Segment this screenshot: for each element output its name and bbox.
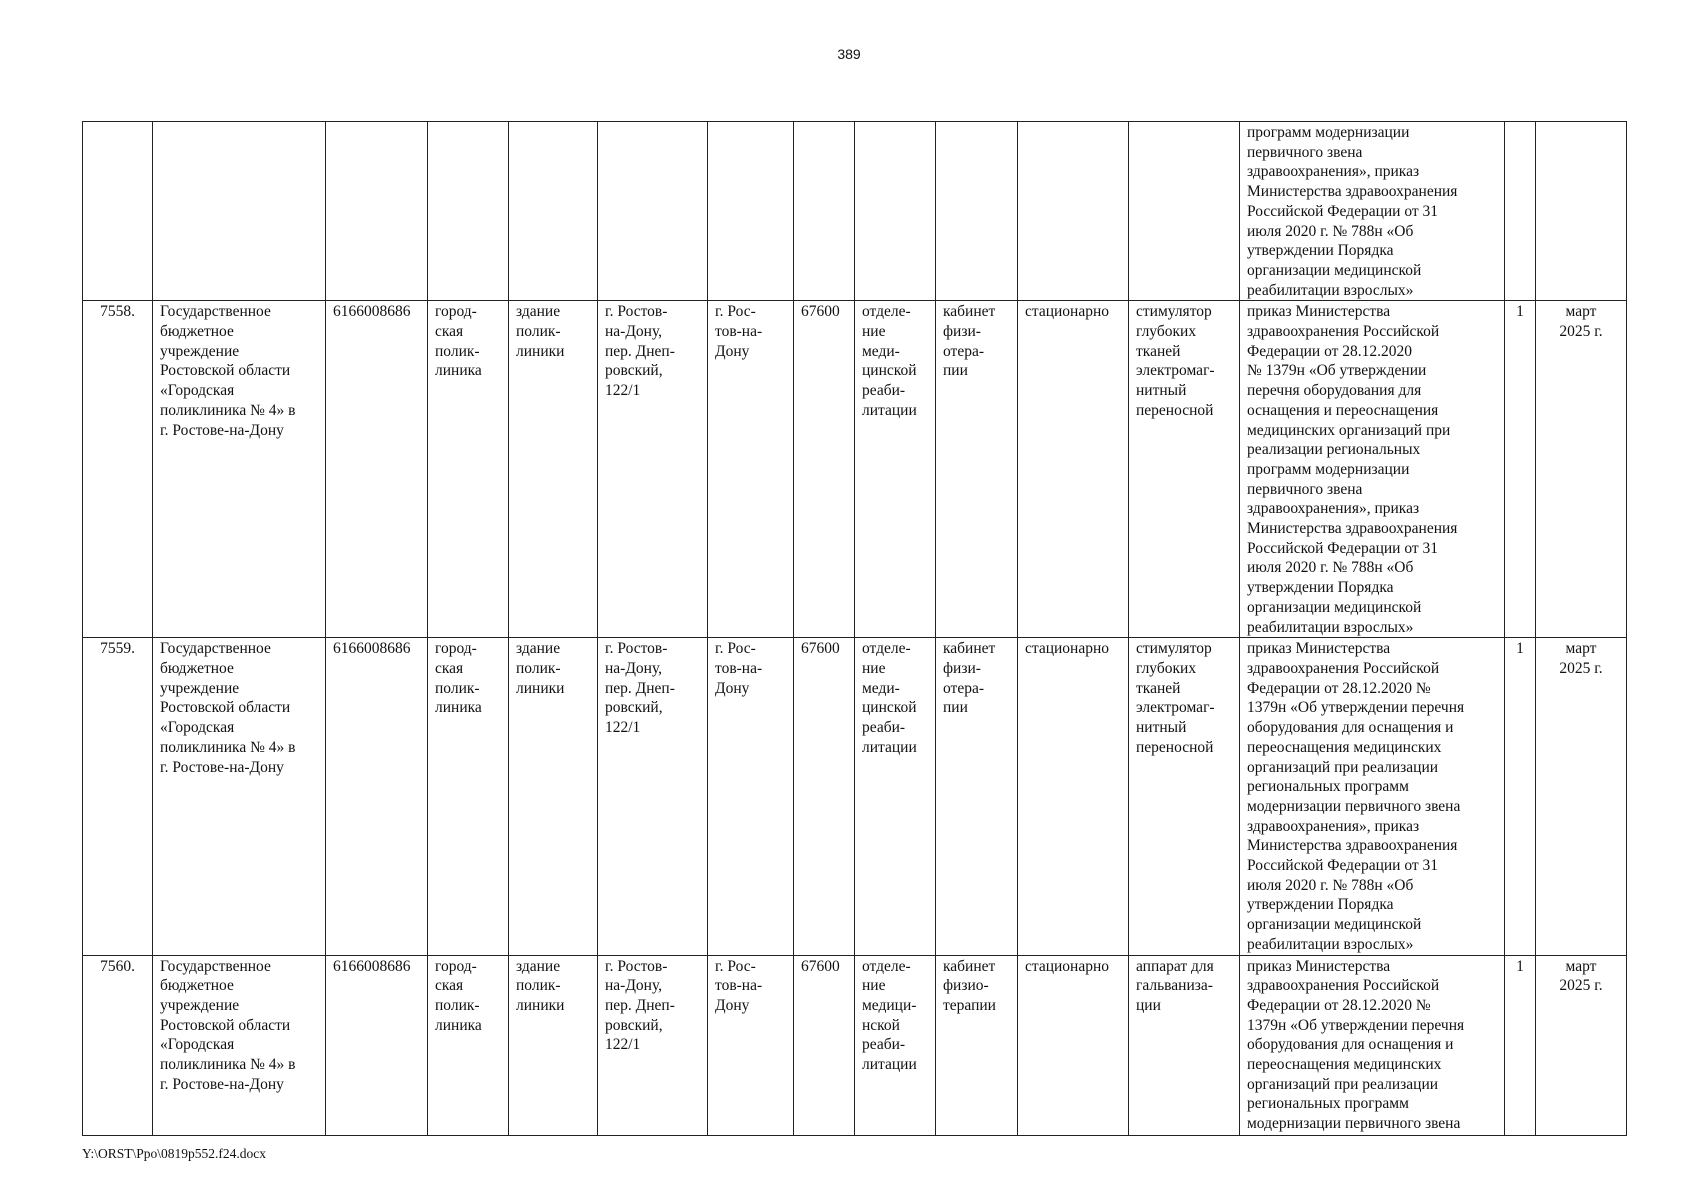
register-table — [82, 121, 1627, 1136]
cell-type — [428, 955, 509, 1135]
organization-name: Государственное бюджетное учреждение Ростовской области «Городская поликлиника № 4» в г. Ростове-на-Дону — [160, 303, 296, 439]
cell-equipment — [1129, 301, 1240, 638]
cell-building — [509, 638, 598, 955]
cell-date — [1536, 955, 1627, 1135]
cell-date — [1536, 301, 1627, 638]
cell-org — [153, 301, 326, 638]
cell-inn — [326, 638, 428, 955]
city: г. Рос- тов-на- Дону — [715, 640, 763, 697]
cell-dept — [855, 955, 936, 1135]
city: г. Рос- тов-на- Дону — [715, 957, 763, 1014]
cell-mode — [1018, 301, 1129, 638]
cell-building — [509, 301, 598, 638]
cell-equipment — [1129, 955, 1240, 1135]
cell-mode — [1018, 638, 1129, 955]
cell-basis — [1240, 122, 1505, 301]
cell-cabinet — [936, 122, 1018, 301]
facility-type: город- ская полик- линика — [435, 957, 482, 1034]
cell-type — [428, 638, 509, 955]
cell-cabinet — [936, 955, 1018, 1135]
inn-value: 6166008686 — [333, 303, 411, 321]
department: отделе- ние меди- цинской реаби- литации — [862, 640, 917, 756]
cell-city — [708, 122, 794, 301]
legal-basis: приказ Министерства здравоохранения Российской Федерации от 28.12.2020 № 1379н «Об утверждении перечня оборудования для оснащения и переоснащения медицинских организаций при реализации региональных программ модернизации первичного звена здравоохранения», приказ Министерства здравоохранения Российской Федерации от 31 июля 2020 г. № 788н «Об утверждении Порядка организации медицинской реабилитации взрослых» — [1247, 303, 1458, 636]
cabinet: кабинет физио- терапии — [943, 957, 996, 1014]
building: здание полик- линики — [516, 303, 565, 360]
cell-city — [708, 638, 794, 955]
cell-inn — [326, 122, 428, 301]
cabinet: кабинет физи- отера- пии — [943, 640, 996, 717]
cell-qty — [1505, 122, 1536, 301]
cell-city — [708, 955, 794, 1135]
facility-type: город- ская полик- линика — [435, 303, 482, 380]
cell-address — [598, 638, 708, 955]
quantity: 1 — [1516, 303, 1524, 321]
cell-type — [428, 301, 509, 638]
quantity: 1 — [1516, 957, 1524, 975]
cell-building — [509, 955, 598, 1135]
due-date: март 2025 г. — [1559, 303, 1603, 341]
cell-oktmo — [794, 638, 855, 955]
oktmo-code: 67600 — [801, 957, 840, 975]
cell-basis — [1240, 638, 1505, 955]
cell-oktmo — [794, 301, 855, 638]
table-row-continuation — [83, 122, 1627, 301]
cell-equipment — [1129, 638, 1240, 955]
equipment-name: стимулятор глубоких тканей электромаг- нитный переносной — [1136, 640, 1215, 756]
organization-name: Государственное бюджетное учреждение Ростовской области «Городская поликлиника № 4» в г. Ростове-на-Дону — [160, 957, 296, 1093]
cell-inn — [326, 955, 428, 1135]
cell-qty — [1505, 301, 1536, 638]
oktmo-code: 67600 — [801, 303, 840, 321]
cell-date — [1536, 638, 1627, 955]
care-mode: стационарно — [1025, 303, 1110, 321]
table-row — [83, 955, 1627, 1135]
cell-num — [83, 301, 153, 638]
cell-address — [598, 122, 708, 301]
cell-dept — [855, 122, 936, 301]
cell-building — [509, 122, 598, 301]
cell-address — [598, 301, 708, 638]
basis-text: программ модернизации первичного звена здравоохранения», приказ Министерства здравоохранения Российской Федерации от 31 июля 2020 г. № 788н «Об утверждении Порядка организации медицинской реабилитации взрослых» — [1247, 124, 1458, 299]
cell-dept — [855, 301, 936, 638]
cell-equipment — [1129, 122, 1240, 301]
cell-inn — [326, 301, 428, 638]
organization-name: Государственное бюджетное учреждение Ростовской области «Городская поликлиника № 4» в г. Ростове-на-Дону — [160, 640, 296, 776]
cell-type — [428, 122, 509, 301]
due-date: март 2025 г. — [1559, 957, 1603, 995]
facility-type: город- ская полик- линика — [435, 640, 482, 717]
address: г. Ростов- на-Дону, пер. Днеп- ровский, 122/1 — [605, 640, 675, 737]
cell-mode — [1018, 955, 1129, 1135]
cell-city — [708, 301, 794, 638]
care-mode: стационарно — [1025, 957, 1110, 975]
cell-oktmo — [794, 122, 855, 301]
legal-basis: приказ Министерства здравоохранения Российской Федерации от 28.12.2020 № 1379н «Об утверждении перечня оборудования для оснащения и переоснащения медицинских организаций при реализации региональных программ модернизации первичного звена здравоохранения», приказ Министерства здравоохранения Российской Федерации от 31 июля 2020 г. № 788н «Об утверждении Порядка организации медицинской реабилитации взрослых» — [1247, 640, 1465, 953]
cell-num — [83, 955, 153, 1135]
row-number: 7558. — [100, 303, 135, 321]
cell-cabinet — [936, 638, 1018, 955]
cell-num — [83, 638, 153, 955]
quantity: 1 — [1516, 640, 1524, 658]
cell-qty — [1505, 955, 1536, 1135]
footer-file-path: Y:\ORST\Ppo\0819p552.f24.docx — [82, 1146, 267, 1161]
cell-mode — [1018, 122, 1129, 301]
row-number: 7560. — [100, 957, 135, 975]
cell-basis — [1240, 301, 1505, 638]
legal-basis: приказ Министерства здравоохранения Российской Федерации от 28.12.2020 № 1379н «Об утверждении перечня оборудования для оснащения и переоснащения медицинских организаций при реализации региональных программ модернизации первичного звена — [1247, 957, 1465, 1133]
row-number: 7559. — [100, 640, 135, 658]
cell-dept — [855, 638, 936, 955]
table-row — [83, 638, 1627, 955]
cell-org — [153, 638, 326, 955]
inn-value: 6166008686 — [333, 640, 411, 658]
cell-cabinet — [936, 301, 1018, 638]
address: г. Ростов- на-Дону, пер. Днеп- ровский, 122/1 — [605, 303, 675, 400]
building: здание полик- линики — [516, 957, 565, 1014]
cell-org — [153, 122, 326, 301]
city: г. Рос- тов-на- Дону — [715, 303, 763, 360]
equipment-name: стимулятор глубоких тканей электромаг- нитный переносной — [1136, 303, 1215, 419]
page-number: 389 — [837, 46, 861, 62]
oktmo-code: 67600 — [801, 640, 840, 658]
cell-num — [83, 122, 153, 301]
cabinet: кабинет физи- отера- пии — [943, 303, 996, 380]
equipment-name: аппарат для гальваниза- ции — [1136, 957, 1214, 1014]
table-row — [83, 301, 1627, 638]
cell-oktmo — [794, 955, 855, 1135]
cell-org — [153, 955, 326, 1135]
address: г. Ростов- на-Дону, пер. Днеп- ровский, 122/1 — [605, 957, 675, 1054]
cell-basis — [1240, 955, 1505, 1135]
department: отделе- ние медици- нской реаби- литации — [862, 957, 917, 1074]
cell-address — [598, 955, 708, 1135]
inn-value: 6166008686 — [333, 957, 411, 975]
due-date: март 2025 г. — [1559, 640, 1603, 677]
cell-date — [1536, 122, 1627, 301]
cell-qty — [1505, 638, 1536, 955]
building: здание полик- линики — [516, 640, 565, 697]
care-mode: стационарно — [1025, 640, 1110, 658]
department: отделе- ние меди- цинской реаби- литации — [862, 303, 917, 419]
